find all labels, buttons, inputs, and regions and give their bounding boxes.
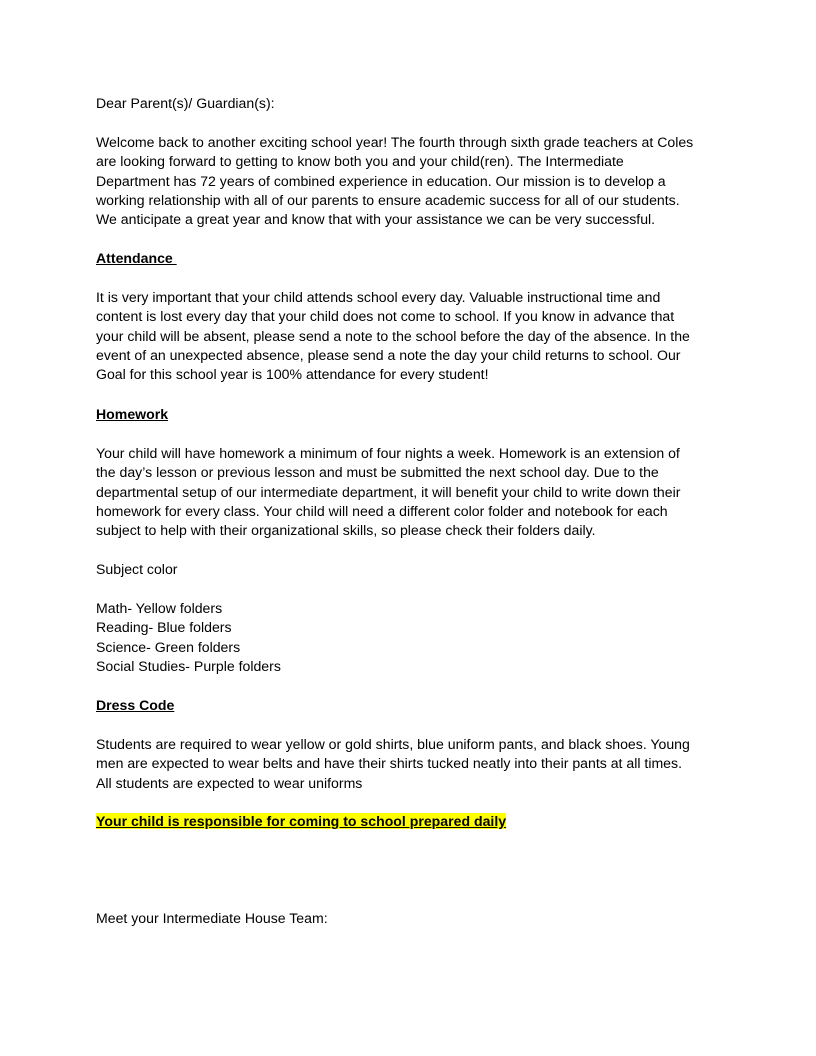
homework-heading [96,405,736,424]
highlight-notice-text: Your child is responsible for coming to school prepared daily [96,813,507,829]
homework-heading-text: Homework [96,406,169,422]
intro-line: Welcome back to another exciting school year! The fourth through sixth grade teachers at Coles [96,134,694,150]
attendance-line: content is lost every day that your child does not come to school. If you know in advance that [96,308,675,325]
subject-color-label-text: Subject color [96,561,178,577]
homework-line: the day’s lesson or previous lesson and must be submitted the next school day. Due to the [96,464,659,481]
attendance-heading-text: Attendance [96,250,177,266]
dress-code-line: All students are expected to wear uniforms [96,774,363,791]
intro-line: are looking forward to getting to know both you and your child(ren). The Intermediate [96,153,624,170]
subject-color-label [96,560,736,579]
homework-line: homework for every class. Your child will need a different color folder and notebook for each [96,502,668,519]
highlight-notice [96,812,736,831]
intro-line: working relationship with all of our parents to ensure academic success for all of our students. [96,191,680,208]
dress-code-heading [96,696,736,715]
dress-code-line: Students are required to wear yellow or gold shirts, blue uniform pants, and black shoes. Young [96,736,690,752]
intro-line: We anticipate a great year and know that with your assistance we can be very successful. [96,211,656,228]
intro-line: Department has 72 years of combined experience in education. Our mission is to develop a [96,172,666,189]
attendance-line: It is very important that your child attends school every day. Valuable instructional time and [96,289,661,305]
closing [96,909,736,928]
homework-line: departmental setup of our intermediate department, it will benefit your child to write down their [96,483,681,500]
salutation [96,94,736,113]
folder-item: Social Studies- Purple folders [96,657,281,674]
attendance-line: Goal for this school year is 100% attendance for every student! [96,366,489,383]
dress-code-heading-text: Dress Code [96,697,175,713]
dress-code-line: men are expected to wear belts and have their shirts tucked neatly into their pants at all times. [96,755,682,772]
attendance-heading [96,249,736,268]
folder-item: Reading- Blue folders [96,619,232,636]
dress-code-paragraph [96,735,736,793]
attendance-line: event of an unexpected absence, please send a note the day your child returns to school. Our [96,346,681,363]
homework-line: Your child will have homework a minimum of four nights a week. Homework is an extension of [96,445,680,461]
intro-paragraph [96,133,736,229]
folder-item: Science- Green folders [96,638,241,655]
homework-line: subject to help with their organizational skills, so please check their folders daily. [96,522,596,539]
attendance-line: your child will be absent, please send a note to the school before the day of the absence. In the [96,327,690,344]
salutation-text: Dear Parent(s)/ Guardian(s): [96,95,275,111]
folder-item: Math- Yellow folders [96,600,223,616]
closing-text: Meet your Intermediate House Team: [96,910,328,926]
homework-paragraph [96,444,736,540]
attendance-paragraph [96,288,736,384]
folder-list [96,599,736,676]
